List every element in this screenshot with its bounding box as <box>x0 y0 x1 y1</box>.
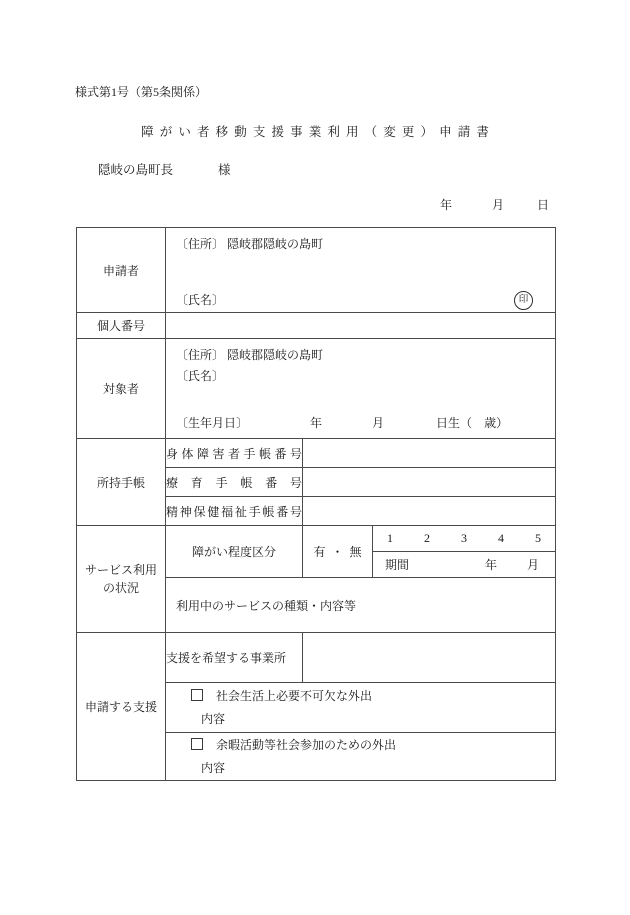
page-title: 障 が い 者 移 動 支 援 事 業 利 用 （ 変 更 ） 申 請 書 <box>141 125 489 139</box>
seal-icon <box>514 291 533 310</box>
physical-disability-notebook-value-cell[interactable] <box>303 439 556 468</box>
addressee-name: 隠岐の島町長 <box>98 163 174 177</box>
applicant-content-cell <box>166 228 556 313</box>
support-option-leisure-outing-detail-label: 内容 <box>201 760 226 775</box>
current-services-cell[interactable] <box>166 578 556 633</box>
subject-name-label: 〔氏名〕 <box>176 369 225 383</box>
severity-classification-label: 障がい程度区分 <box>166 526 303 578</box>
application-form-table <box>76 227 556 781</box>
subject-row-label: 対象者 <box>77 339 166 439</box>
date-month-label: 月 <box>492 198 505 212</box>
severity-level-5: 5 <box>535 531 541 545</box>
personal-number-value-cell[interactable] <box>166 313 556 339</box>
notebooks-row-label: 所持手帳 <box>77 439 166 526</box>
subject-content-cell <box>166 339 556 439</box>
support-option-leisure-outing-label: 余暇活動等社会参加のための外出 <box>216 737 397 752</box>
birth-year-label: 年 <box>310 416 323 430</box>
mental-health-notebook-value-cell[interactable] <box>303 497 556 526</box>
severity-level-4: 4 <box>498 531 504 545</box>
severity-levels-cell <box>373 526 556 552</box>
subject-address: 〔住所〕 隠岐郡隠岐の島町 <box>176 348 324 362</box>
date-line <box>440 196 549 213</box>
period-year-label: 年 <box>484 558 497 572</box>
support-option-leisure-outing-cell <box>166 733 556 781</box>
addressee-line <box>98 160 231 178</box>
addressee-honorific: 様 <box>218 163 231 177</box>
severity-level-2: 2 <box>424 531 430 545</box>
service-status-label-line1: サービス利用 <box>84 563 157 577</box>
applicant-address: 〔住所〕 隠岐郡隠岐の島町 <box>176 237 324 251</box>
severity-level-1: 1 <box>387 531 393 545</box>
support-option-essential-outing-detail-label: 内容 <box>201 711 226 726</box>
severity-level-3: 3 <box>461 531 467 545</box>
date-year-label: 年 <box>440 198 453 212</box>
desired-office-value-cell[interactable] <box>303 633 556 683</box>
current-services-label: 利用中のサービスの種類・内容等 <box>176 598 357 613</box>
subject-birthdate-line <box>176 415 545 432</box>
birth-month-label: 月 <box>372 416 385 430</box>
severity-period-cell <box>373 552 556 578</box>
checkbox-icon[interactable] <box>191 738 203 750</box>
rehabilitation-notebook-label: 療育手帳番号 <box>166 468 303 497</box>
support-option-essential-outing-cell <box>166 683 556 733</box>
period-label: 期間 <box>385 558 410 572</box>
birth-age-label: 歳） <box>484 416 509 430</box>
physical-disability-notebook-label: 身体障害者手帳番号 <box>166 439 303 468</box>
date-day-label: 日 <box>537 198 550 212</box>
personal-number-row-label: 個人番号 <box>77 313 166 339</box>
service-status-row-label <box>77 526 166 633</box>
seal-character: 印 <box>518 294 529 305</box>
mental-health-notebook-label: 精神保健福祉手帳番号 <box>166 497 303 526</box>
severity-presence-cell: 有 ・ 無 <box>303 526 373 578</box>
rehabilitation-notebook-value-cell[interactable] <box>303 468 556 497</box>
checkbox-icon[interactable] <box>191 689 203 701</box>
form-number: 様式第1号（第5条関係） <box>75 85 208 99</box>
birth-day-label: 日生（ <box>436 416 473 430</box>
period-month-label: 月 <box>527 558 540 572</box>
applicant-name-label: 〔氏名〕 <box>176 293 225 307</box>
service-status-label-line2: の状況 <box>102 581 139 595</box>
birthdate-label: 〔生年月日〕 <box>176 416 249 430</box>
requested-support-row-label: 申請する支援 <box>77 633 166 781</box>
support-option-essential-outing-label: 社会生活上必要不可欠な外出 <box>216 688 373 703</box>
applicant-row-label: 申請者 <box>77 228 166 313</box>
desired-office-label: 支援を希望する事業所 <box>166 633 303 683</box>
